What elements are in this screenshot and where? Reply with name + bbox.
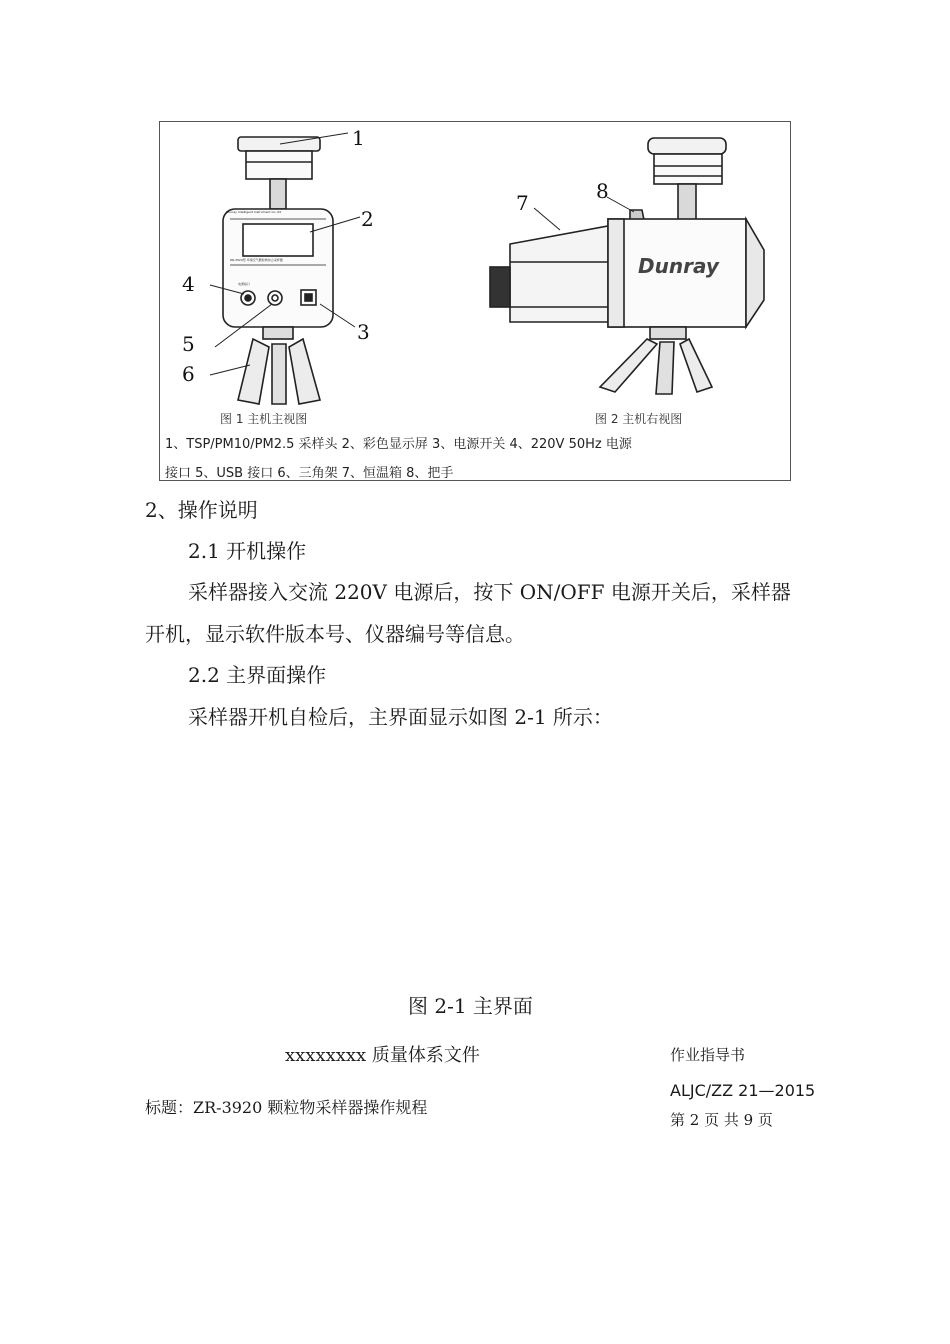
section-heading: 2、操作说明: [145, 498, 258, 522]
side-logo: Dunray: [638, 254, 719, 278]
callout-4: 4: [182, 272, 195, 296]
legend-line-2: 接口 5、USB 接口 6、三角架 7、恒温箱 8、把手: [165, 466, 454, 481]
subheading-main-ui: 2.2 主界面操作: [188, 663, 327, 687]
footer-doc-number: ALJC/ZZ 21—2015: [670, 1081, 816, 1100]
callout-3: 3: [357, 320, 370, 344]
callout-1: 1: [352, 126, 365, 150]
callout-7: 7: [516, 191, 529, 215]
callout-2: 2: [361, 207, 374, 231]
front-model-text: ZR-3920型 环境空气颗粒物综合采样器: [230, 258, 283, 262]
caption-side-view: 图 2 主机右视图: [595, 412, 683, 426]
caption-front-view: 图 1 主机主视图: [220, 412, 308, 426]
footer-page-info: 第 2 页 共 9 页: [670, 1111, 773, 1129]
callout-5: 5: [182, 332, 195, 356]
callout-6: 6: [182, 362, 195, 386]
subheading-power-on: 2.1 开机操作: [188, 539, 307, 563]
paragraph-power-on-line2: 开机，显示软件版本号、仪器编号等信息。: [145, 622, 525, 646]
footer-doc-type: 作业指导书: [670, 1046, 746, 1064]
front-port-text: 电源接口: [238, 282, 251, 286]
paragraph-main-ui: 采样器开机自检后，主界面显示如图 2-1 所示：: [188, 705, 613, 729]
figure-2-1-caption: 图 2-1 主界面: [408, 994, 533, 1018]
device-figure: [159, 121, 791, 481]
paragraph-power-on-line1: 采样器接入交流 220V 电源后，按下 ON/OFF 电源开关后，采样器: [188, 580, 791, 604]
callout-8: 8: [596, 179, 609, 203]
front-brand-text: Dunray Intelligent Instrument Co.,ltd: [226, 210, 282, 214]
footer-title: 标题：ZR-3920 颗粒物采样器操作规程: [145, 1098, 428, 1117]
legend-line-1: 1、TSP/PM10/PM2.5 采样头 2、彩色显示屏 3、电源开关 4、220V 50Hz 电源: [165, 437, 632, 452]
footer-company: xxxxxxxx 质量体系文件: [285, 1045, 480, 1066]
